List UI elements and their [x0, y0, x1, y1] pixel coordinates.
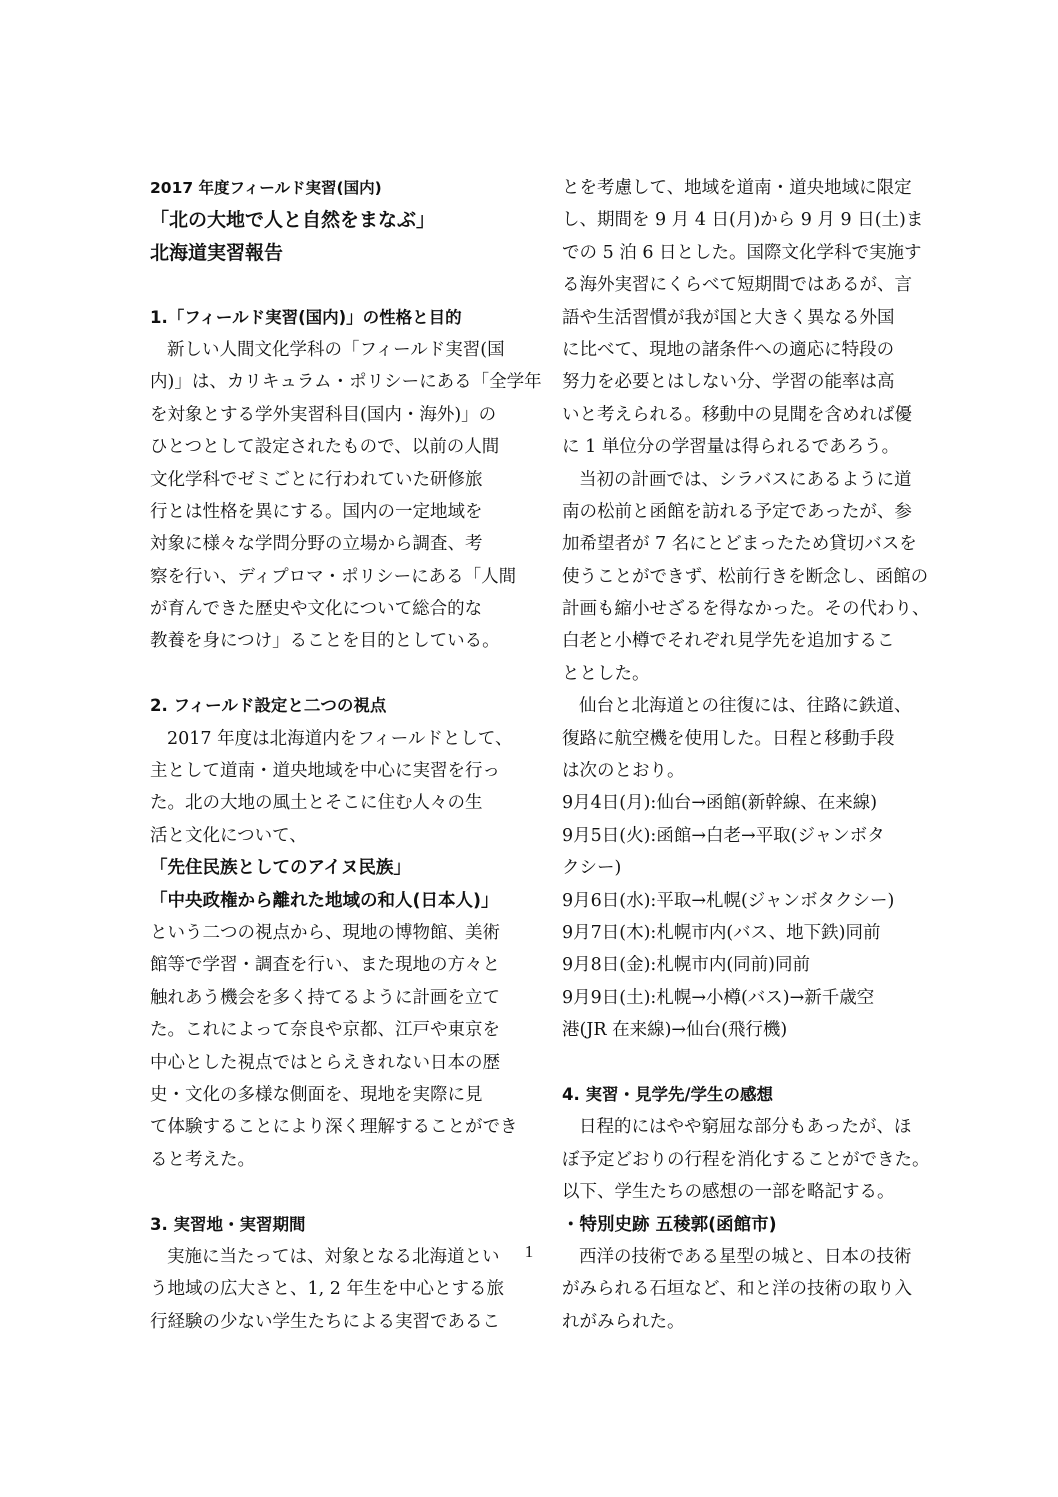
text-line: 使うことができず、松前行きを断念し、函館の — [562, 566, 929, 587]
text-line: 9月5日(火):函館→白老→平取(ジャンボタ — [562, 825, 885, 846]
spacer — [562, 1047, 934, 1079]
text-line: 港(JR 在来線)→仙台(飛行機) — [562, 1020, 788, 1041]
text-line: し、期間を 9 月 4 日(月)から 9 月 9 日(土)ま — [562, 210, 924, 231]
text-line: 9月4日(月):仙台→函館(新幹線、在来線) — [562, 793, 878, 814]
text-line: ると考えた。 — [150, 1149, 255, 1170]
text-line: とを考慮して、地域を道南・道央地域に限定 — [562, 178, 912, 198]
text-line: 館等で学習・調査を行い、また現地の方々と — [150, 955, 500, 976]
spacer — [150, 269, 502, 301]
text-line: 日程的にはやや窮屈な部分もあったが、ほ — [579, 1117, 912, 1138]
document-title-line: 2017 年度フィールド実習(国内) — [150, 179, 382, 197]
text-line: に比べて、現地の諸条件への適応に特段の — [562, 339, 895, 360]
text-line: 復路に航空機を使用した。日程と移動手段 — [562, 728, 895, 749]
text-line: て体験することにより深く理解することができ — [150, 1117, 518, 1138]
text-line: 西洋の技術である星型の城と、日本の技術 — [579, 1246, 912, 1267]
spacer — [150, 658, 502, 690]
text-line: 察を行い、ディプロマ・ポリシーにある「人間 — [150, 566, 517, 587]
document-title-line: 「北の大地で人と自然をまなぶ」 — [150, 209, 436, 232]
text-line: 触れあう機会を多く持てるように計画を立て — [150, 987, 500, 1008]
text-line: 以下、学生たちの感想の一部を略記する。 — [562, 1182, 895, 1203]
text-line: 9月8日(金):札幌市内(同前)同前 — [562, 955, 810, 976]
text-line: は次のとおり。 — [562, 761, 685, 782]
page-number: 1 — [524, 1242, 534, 1261]
bold-text-line: 「中央政権から離れた地域の和人(日本人)」 — [150, 890, 499, 911]
text-line: がみられる石垣など、和と洋の技術の取り入 — [562, 1279, 912, 1300]
text-line: いと考えられる。移動中の見聞を含めれば優 — [562, 404, 912, 425]
text-line: に 1 単位分の学習量は得られるであろう。 — [562, 437, 900, 458]
text-line: 行とは性格を異にする。国内の一定地域を — [150, 501, 483, 522]
text-line: た。これによって奈良や京都、江戸や東京を — [150, 1020, 500, 1041]
text-line: 仙台と北海道との往復には、往路に鉄道、 — [579, 696, 912, 717]
text-line: 中心とした視点ではとらえきれない日本の歴 — [150, 1052, 500, 1073]
text-line: た。北の大地の風土とそこに住む人々の生 — [150, 793, 483, 814]
text-line: 新しい人間文化学科の「フィールド実習(国 — [167, 339, 505, 360]
text-line: での 5 泊 6 日とした。国際文化学科で実施す — [562, 242, 922, 263]
text-line: 文化学科でゼミごとに行われていた研修旅 — [150, 469, 483, 490]
text-line: ぼ予定どおりの行程を消化することができた。 — [562, 1149, 930, 1170]
text-line: る海外実習にくらべて短期間ではあるが、言 — [562, 275, 912, 296]
document-title-line: 北海道実習報告 — [150, 241, 284, 264]
text-line: を対象とする学外実習科目(国内・海外)」の — [150, 404, 497, 425]
text-line: ひとつとして設定されたもので、以前の人間 — [150, 437, 500, 458]
text-line: う地域の広大さと、1, 2 年生を中心とする旅 — [150, 1279, 504, 1300]
text-line: 対象に様々な学問分野の立場から調査、考 — [150, 534, 483, 555]
section-heading: 2. フィールド設定と二つの視点 — [150, 696, 387, 716]
text-line: 加希望者が 7 名にとどまったため貸切バスを — [562, 534, 917, 555]
text-line: が育んできた歴史や文化について総合的な — [150, 599, 483, 620]
text-line: れがみられた。 — [562, 1311, 685, 1332]
text-line: 南の松前と函館を訪れる予定であったが、参 — [562, 501, 912, 522]
text-line: 行経験の少ない学生たちによる実習であるこ — [150, 1311, 500, 1332]
text-line: 主として道南・道央地域を中心に実習を行っ — [150, 761, 500, 782]
text-line: 2017 年度は北海道内をフィールドとして、 — [167, 728, 513, 749]
text-line: 9月9日(土):札幌→小樽(バス)→新千歳空 — [562, 987, 875, 1008]
text-line: 史・文化の多様な側面を、現地を実際に見 — [150, 1084, 483, 1105]
text-line: 9月7日(木):札幌市内(バス、地下鉄)同前 — [562, 922, 881, 943]
right-column — [562, 172, 934, 1338]
text-line: 教養を身につけ」ることを目的としている。 — [150, 631, 500, 652]
text-line: 内)」は、カリキュラム・ポリシーにある「全学年 — [150, 372, 542, 393]
text-line: クシー) — [562, 858, 622, 879]
text-line: という二つの視点から、現地の博物館、美術 — [150, 922, 500, 943]
text-line: 実施に当たっては、対象となる北海道とい — [167, 1246, 500, 1267]
text-line: 計画も縮小せざるを得なかった。その代わり、 — [562, 599, 930, 620]
section-heading: 4. 実習・見学先/学生の感想 — [562, 1084, 774, 1104]
text-line: 努力を必要とはしない分、学習の能率は高 — [562, 372, 895, 393]
bold-text-line: ・特別史跡 五稜郭(函館市) — [562, 1214, 777, 1235]
section-heading: 1.「フィールド実習(国内)」の性格と目的 — [150, 307, 462, 327]
text-line: 9月6日(水):平取→札幌(ジャンボタクシー) — [562, 890, 895, 911]
text-line: 白老と小樽でそれぞれ見学先を追加するこ — [562, 631, 895, 652]
spacer — [150, 1176, 502, 1208]
text-line: ととした。 — [562, 663, 650, 684]
section-heading: 3. 実習地・実習期間 — [150, 1214, 306, 1234]
text-line: 語や生活習慣が我が国と大きく異なる外国 — [562, 307, 895, 328]
text-line: 活と文化について、 — [150, 825, 307, 846]
text-line: 当初の計画では、シラバスにあるように道 — [579, 469, 912, 490]
bold-text-line: 「先住民族としてのアイヌ民族」 — [150, 858, 411, 879]
left-column — [150, 172, 542, 1338]
